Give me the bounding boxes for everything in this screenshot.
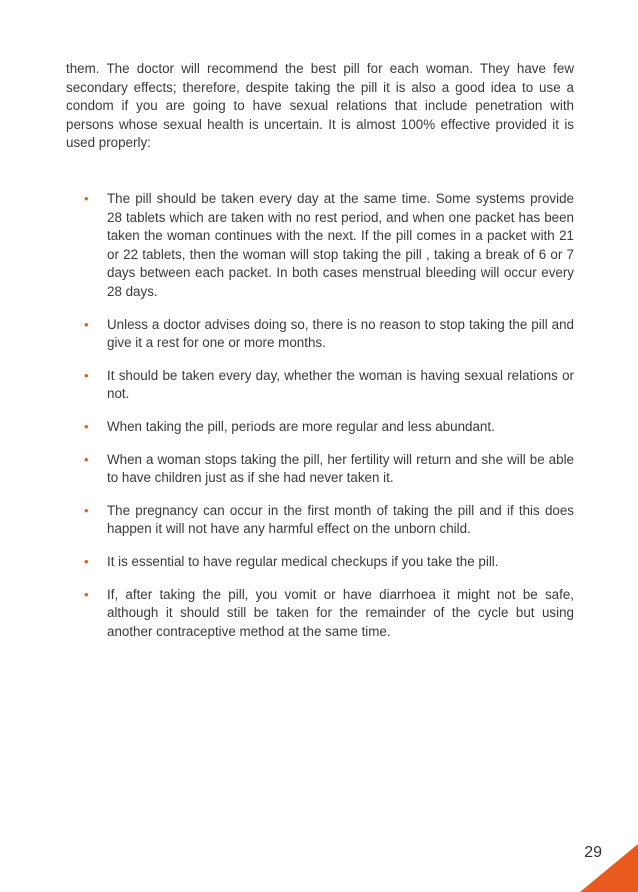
list-item	[84, 502, 574, 539]
list-item-text: The pill should be taken every day at the same time. Some systems provide 28 tablets which are taken with no rest period, and when one packet has been taken the woman continues with the next. If the pill comes in a packet with 21 or 22 tablets, then the woman will stop taking the pill , taking a break of 6 or 7 days between each packet. In both cases menstrual bleeding will occur every 28 days.	[107, 191, 574, 299]
bullet-icon: •	[84, 451, 89, 467]
list-item-text: When a woman stops taking the pill, her fertility will return and she will be able to have children just as if she had never taken it.	[107, 451, 574, 486]
bullet-icon: •	[84, 586, 89, 602]
intro-paragraph: them. The doctor will recommend the best pill for each woman. They have few secondary effects; therefore, despite taking the pill it is also a good idea to use a condom if you are going to have sexual relations that include penetration with persons whose sexual health is uncertain. It is almost 100% effective provided it is used properly:	[66, 61, 574, 151]
bullet-icon: •	[84, 367, 89, 383]
list-item-text: The pregnancy can occur in the first month of taking the pill and if this does happen it will not have any harmful effect on the unborn child.	[107, 502, 574, 537]
list-item	[84, 553, 574, 572]
bullet-icon: •	[84, 418, 89, 434]
bullet-icon: •	[84, 191, 89, 206]
corner-triangle-shape	[580, 844, 638, 892]
bullet-icon: •	[84, 502, 89, 518]
list-item	[84, 367, 574, 404]
list-item	[84, 451, 574, 488]
bullet-icon: •	[84, 553, 89, 569]
list-item-text: If, after taking the pill, you vomit or have diarrhoea it might not be safe, although it should still be taken for the remainder of the cycle but using another contraceptive method at the same time.	[107, 586, 574, 639]
page-number: 29	[584, 844, 602, 861]
list-item-text: When taking the pill, periods are more regular and less abundant.	[107, 418, 495, 434]
corner-triangle-decoration	[580, 844, 638, 892]
list-item	[84, 190, 574, 302]
bullet-list	[84, 190, 574, 655]
list-item-text: It is essential to have regular medical checkups if you take the pill.	[107, 553, 499, 569]
bullet-icon: •	[84, 316, 89, 332]
list-item-text: It should be taken every day, whether the woman is having sexual relations or not.	[107, 367, 574, 402]
list-item	[84, 316, 574, 353]
list-item-text: Unless a doctor advises doing so, there is no reason to stop taking the pill and give it a rest for one or more months.	[107, 316, 574, 351]
list-item	[84, 586, 574, 642]
list-item	[84, 418, 574, 437]
